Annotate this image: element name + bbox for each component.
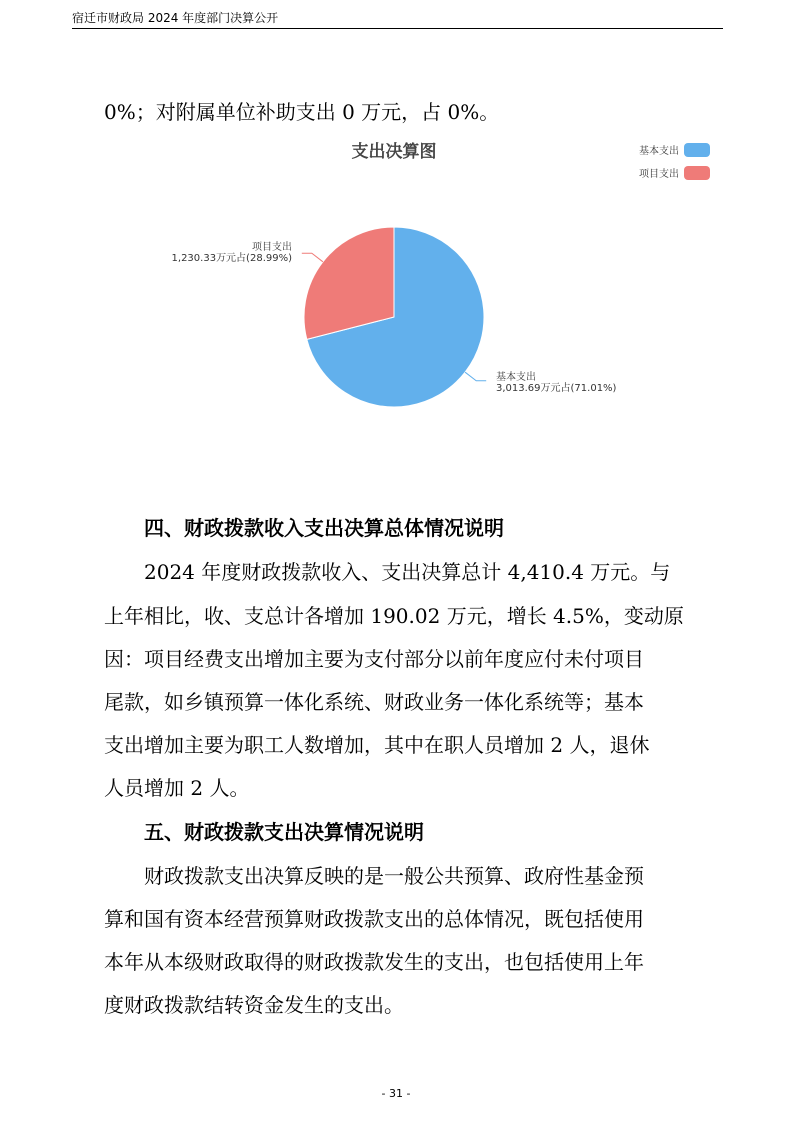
slice-label-name-basic: 基本支出 (496, 372, 536, 383)
chart-title: 支出决算图 (351, 142, 437, 162)
section4-line: 上年相比，收、支总计各增加 190.02 万元，增长 4.5%，变动原 (104, 604, 684, 628)
legend-label-project: 项目支出 (639, 169, 679, 180)
section4-line: 2024 年度财政拨款收入、支出决算总计 4,410.4 万元。与 (144, 560, 671, 584)
section4-line: 尾款，如乡镇预算一体化系统、财政业务一体化系统等；基本 (104, 690, 644, 714)
section4-line: 人员增加 2 人。 (104, 776, 250, 800)
header-divider (72, 28, 723, 29)
legend-swatch-project (684, 166, 710, 180)
page-number: - 31 - (381, 1087, 411, 1100)
slice-label-value-basic: 3,013.69万元占(71.01%) (496, 383, 617, 394)
slice-label-value-project: 1,230.33万元占(28.99%) (171, 253, 292, 264)
leader-line-project (302, 253, 323, 262)
section5-line: 财政拨款支出决算反映的是一般公共预算、政府性基金预 (144, 864, 644, 888)
section4-line: 支出增加主要为职工人数增加，其中在职人员增加 2 人，退休 (104, 733, 650, 757)
pie-chart-svg (160, 130, 720, 420)
leader-line-basic (465, 372, 486, 381)
slice-label-name-project: 项目支出 (252, 242, 292, 253)
section5-line: 算和国有资本经营预算财政拨款支出的总体情况，既包括使用 (104, 907, 644, 931)
legend-label-basic: 基本支出 (639, 146, 679, 157)
section5-line: 本年从本级财政取得的财政拨款发生的支出，也包括使用上年 (104, 950, 644, 974)
intro-line: 0%；对附属单位补助支出 0 万元，占 0%。 (104, 100, 500, 124)
section5-heading: 五、财政拨款支出决算情况说明 (144, 820, 424, 844)
section4-line: 因：项目经费支出增加主要为支付部分以前年度应付未付项目 (104, 647, 644, 671)
section4-heading: 四、财政拨款收入支出决算总体情况说明 (144, 516, 504, 540)
legend-swatch-basic (684, 143, 710, 157)
expenditure-pie-chart (160, 130, 720, 420)
section5-line: 度财政拨款结转资金发生的支出。 (104, 993, 404, 1017)
page-header: 宿迁市财政局 2024 年度部门决算公开 (72, 11, 279, 25)
